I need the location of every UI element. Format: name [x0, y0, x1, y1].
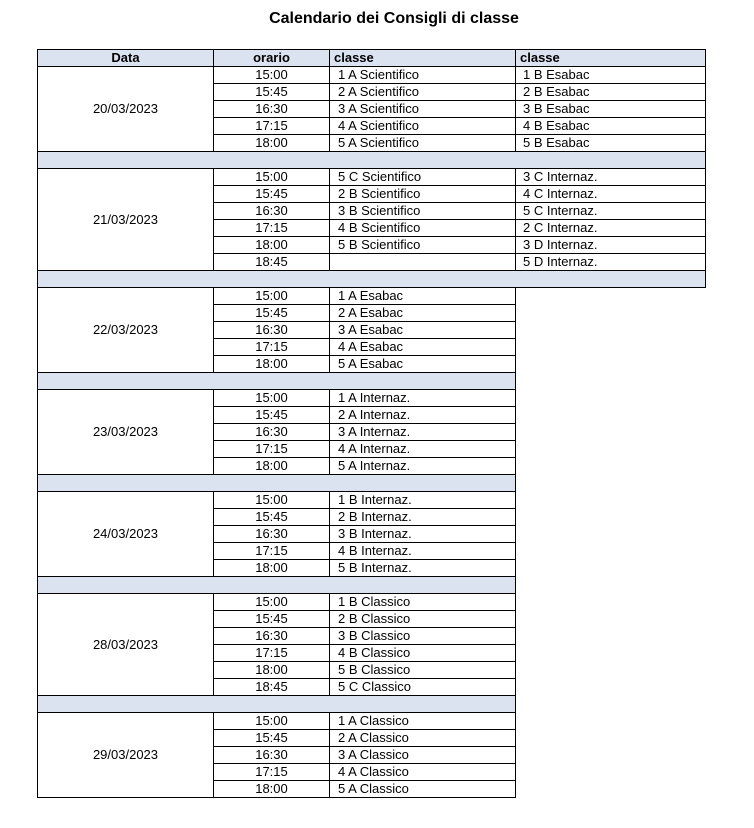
class-cell: 1 A Internaz.: [330, 390, 516, 407]
time-cell: 16:30: [214, 747, 330, 764]
empty-cell: [516, 407, 706, 424]
time-cell: 15:45: [214, 509, 330, 526]
time-cell: 18:00: [214, 662, 330, 679]
schedule-body: [38, 67, 706, 798]
class-cell: 5 A Classico: [330, 781, 516, 798]
empty-cell: [516, 322, 706, 339]
class-cell: 3 A Scientifico: [330, 101, 516, 118]
session-date: 28/03/2023: [38, 594, 214, 696]
class-cell: 4 A Internaz.: [330, 441, 516, 458]
time-cell: 17:15: [214, 441, 330, 458]
empty-cell: [516, 594, 706, 611]
time-cell: 16:30: [214, 424, 330, 441]
empty-cell: [516, 390, 706, 407]
class-cell: 5 C Classico: [330, 679, 516, 696]
separator-cell: [38, 271, 706, 288]
header-classe-2: classe: [516, 50, 706, 67]
time-cell: 17:15: [214, 764, 330, 781]
schedule-table: [37, 49, 706, 798]
separator-cell: [38, 373, 516, 390]
class-cell: 4 B Internaz.: [330, 543, 516, 560]
empty-cell: [516, 645, 706, 662]
time-cell: 15:00: [214, 492, 330, 509]
empty-cell: [516, 458, 706, 475]
class-cell: 1 A Classico: [330, 713, 516, 730]
class-cell: [330, 254, 516, 271]
empty-cell: [516, 424, 706, 441]
class-cell-2: 4 C Internaz.: [516, 186, 706, 203]
class-cell: 2 B Scientifico: [330, 186, 516, 203]
table-row: [38, 169, 706, 186]
class-cell: 3 A Classico: [330, 747, 516, 764]
class-cell: 2 B Classico: [330, 611, 516, 628]
empty-cell: [516, 492, 706, 509]
class-cell: 3 B Internaz.: [330, 526, 516, 543]
class-cell-2: 3 C Internaz.: [516, 169, 706, 186]
class-cell: 4 A Classico: [330, 764, 516, 781]
session-date: 23/03/2023: [38, 390, 214, 475]
time-cell: 15:45: [214, 186, 330, 203]
separator-row: [38, 271, 706, 288]
separator-row: [38, 696, 706, 713]
header-data: Data: [38, 50, 214, 67]
time-cell: 15:45: [214, 407, 330, 424]
table-row: [38, 67, 706, 84]
table-row: [38, 713, 706, 730]
time-cell: 15:00: [214, 288, 330, 305]
header-row: [38, 50, 706, 67]
time-cell: 17:15: [214, 220, 330, 237]
class-cell: 4 A Esabac: [330, 339, 516, 356]
class-cell: 5 C Scientifico: [330, 169, 516, 186]
class-cell: 3 A Esabac: [330, 322, 516, 339]
class-cell: 2 A Classico: [330, 730, 516, 747]
table-row: [38, 492, 706, 509]
time-cell: 15:45: [214, 730, 330, 747]
class-cell: 2 A Scientifico: [330, 84, 516, 101]
empty-cell: [516, 560, 706, 577]
class-cell: 5 A Esabac: [330, 356, 516, 373]
time-cell: 17:15: [214, 339, 330, 356]
time-cell: 16:30: [214, 101, 330, 118]
empty-cell: [516, 509, 706, 526]
class-cell: 1 A Esabac: [330, 288, 516, 305]
time-cell: 18:00: [214, 781, 330, 798]
class-cell: 5 A Scientifico: [330, 135, 516, 152]
time-cell: 15:00: [214, 713, 330, 730]
separator-row: [38, 152, 706, 169]
empty-cell: [516, 356, 706, 373]
class-cell-2: 2 B Esabac: [516, 84, 706, 101]
separator-row: [38, 577, 706, 594]
separator-cell: [38, 475, 516, 492]
time-cell: 15:00: [214, 67, 330, 84]
time-cell: 18:00: [214, 458, 330, 475]
empty-cell: [516, 628, 706, 645]
empty-cell: [516, 577, 706, 594]
empty-cell: [516, 441, 706, 458]
session-date: 21/03/2023: [38, 169, 214, 271]
session-date: 29/03/2023: [38, 713, 214, 798]
class-cell: 1 B Internaz.: [330, 492, 516, 509]
session-date: 24/03/2023: [38, 492, 214, 577]
time-cell: 16:30: [214, 628, 330, 645]
time-cell: 15:45: [214, 611, 330, 628]
empty-cell: [516, 781, 706, 798]
empty-cell: [516, 288, 706, 305]
time-cell: 18:00: [214, 560, 330, 577]
class-cell: 5 B Internaz.: [330, 560, 516, 577]
time-cell: 17:15: [214, 645, 330, 662]
time-cell: 16:30: [214, 526, 330, 543]
time-cell: 18:00: [214, 135, 330, 152]
empty-cell: [516, 679, 706, 696]
session-date: 22/03/2023: [38, 288, 214, 373]
session-date: 20/03/2023: [38, 67, 214, 152]
time-cell: 18:00: [214, 356, 330, 373]
page-title: Calendario dei Consigli di classe: [269, 10, 519, 27]
header-classe-1: classe: [330, 50, 516, 67]
empty-cell: [516, 611, 706, 628]
table-row: [38, 594, 706, 611]
class-cell: 5 B Scientifico: [330, 237, 516, 254]
time-cell: 17:15: [214, 118, 330, 135]
time-cell: 16:30: [214, 322, 330, 339]
time-cell: 18:45: [214, 679, 330, 696]
class-cell-2: 5 D Internaz.: [516, 254, 706, 271]
class-cell-2: 2 C Internaz.: [516, 220, 706, 237]
class-cell-2: 3 B Esabac: [516, 101, 706, 118]
time-cell: 18:00: [214, 237, 330, 254]
time-cell: 15:00: [214, 390, 330, 407]
separator-cell: [38, 577, 516, 594]
class-cell: 1 B Classico: [330, 594, 516, 611]
empty-cell: [516, 696, 706, 713]
empty-cell: [516, 339, 706, 356]
empty-cell: [516, 526, 706, 543]
class-cell: 2 B Internaz.: [330, 509, 516, 526]
time-cell: 15:45: [214, 305, 330, 322]
empty-cell: [516, 305, 706, 322]
class-cell: 4 A Scientifico: [330, 118, 516, 135]
class-cell: 5 B Classico: [330, 662, 516, 679]
class-cell: 2 A Internaz.: [330, 407, 516, 424]
empty-cell: [516, 764, 706, 781]
class-cell: 4 B Scientifico: [330, 220, 516, 237]
separator-cell: [38, 696, 516, 713]
empty-cell: [516, 730, 706, 747]
empty-cell: [516, 543, 706, 560]
class-cell: 3 B Scientifico: [330, 203, 516, 220]
time-cell: 17:15: [214, 543, 330, 560]
class-cell-2: 1 B Esabac: [516, 67, 706, 84]
class-cell: 2 A Esabac: [330, 305, 516, 322]
time-cell: 16:30: [214, 203, 330, 220]
separator-cell: [38, 152, 706, 169]
class-cell: 4 B Classico: [330, 645, 516, 662]
time-cell: 15:00: [214, 594, 330, 611]
header-orario: orario: [214, 50, 330, 67]
class-cell: 5 A Internaz.: [330, 458, 516, 475]
empty-cell: [516, 662, 706, 679]
class-cell-2: 5 C Internaz.: [516, 203, 706, 220]
separator-row: [38, 475, 706, 492]
time-cell: 15:45: [214, 84, 330, 101]
class-cell: 3 A Internaz.: [330, 424, 516, 441]
empty-cell: [516, 475, 706, 492]
table-row: [38, 390, 706, 407]
time-cell: 18:45: [214, 254, 330, 271]
class-cell: 1 A Scientifico: [330, 67, 516, 84]
class-cell-2: 5 B Esabac: [516, 135, 706, 152]
separator-row: [38, 373, 706, 390]
class-cell-2: 3 D Internaz.: [516, 237, 706, 254]
empty-cell: [516, 373, 706, 390]
class-cell-2: 4 B Esabac: [516, 118, 706, 135]
class-cell: 3 B Classico: [330, 628, 516, 645]
empty-cell: [516, 713, 706, 730]
empty-cell: [516, 747, 706, 764]
time-cell: 15:00: [214, 169, 330, 186]
table-row: [38, 288, 706, 305]
